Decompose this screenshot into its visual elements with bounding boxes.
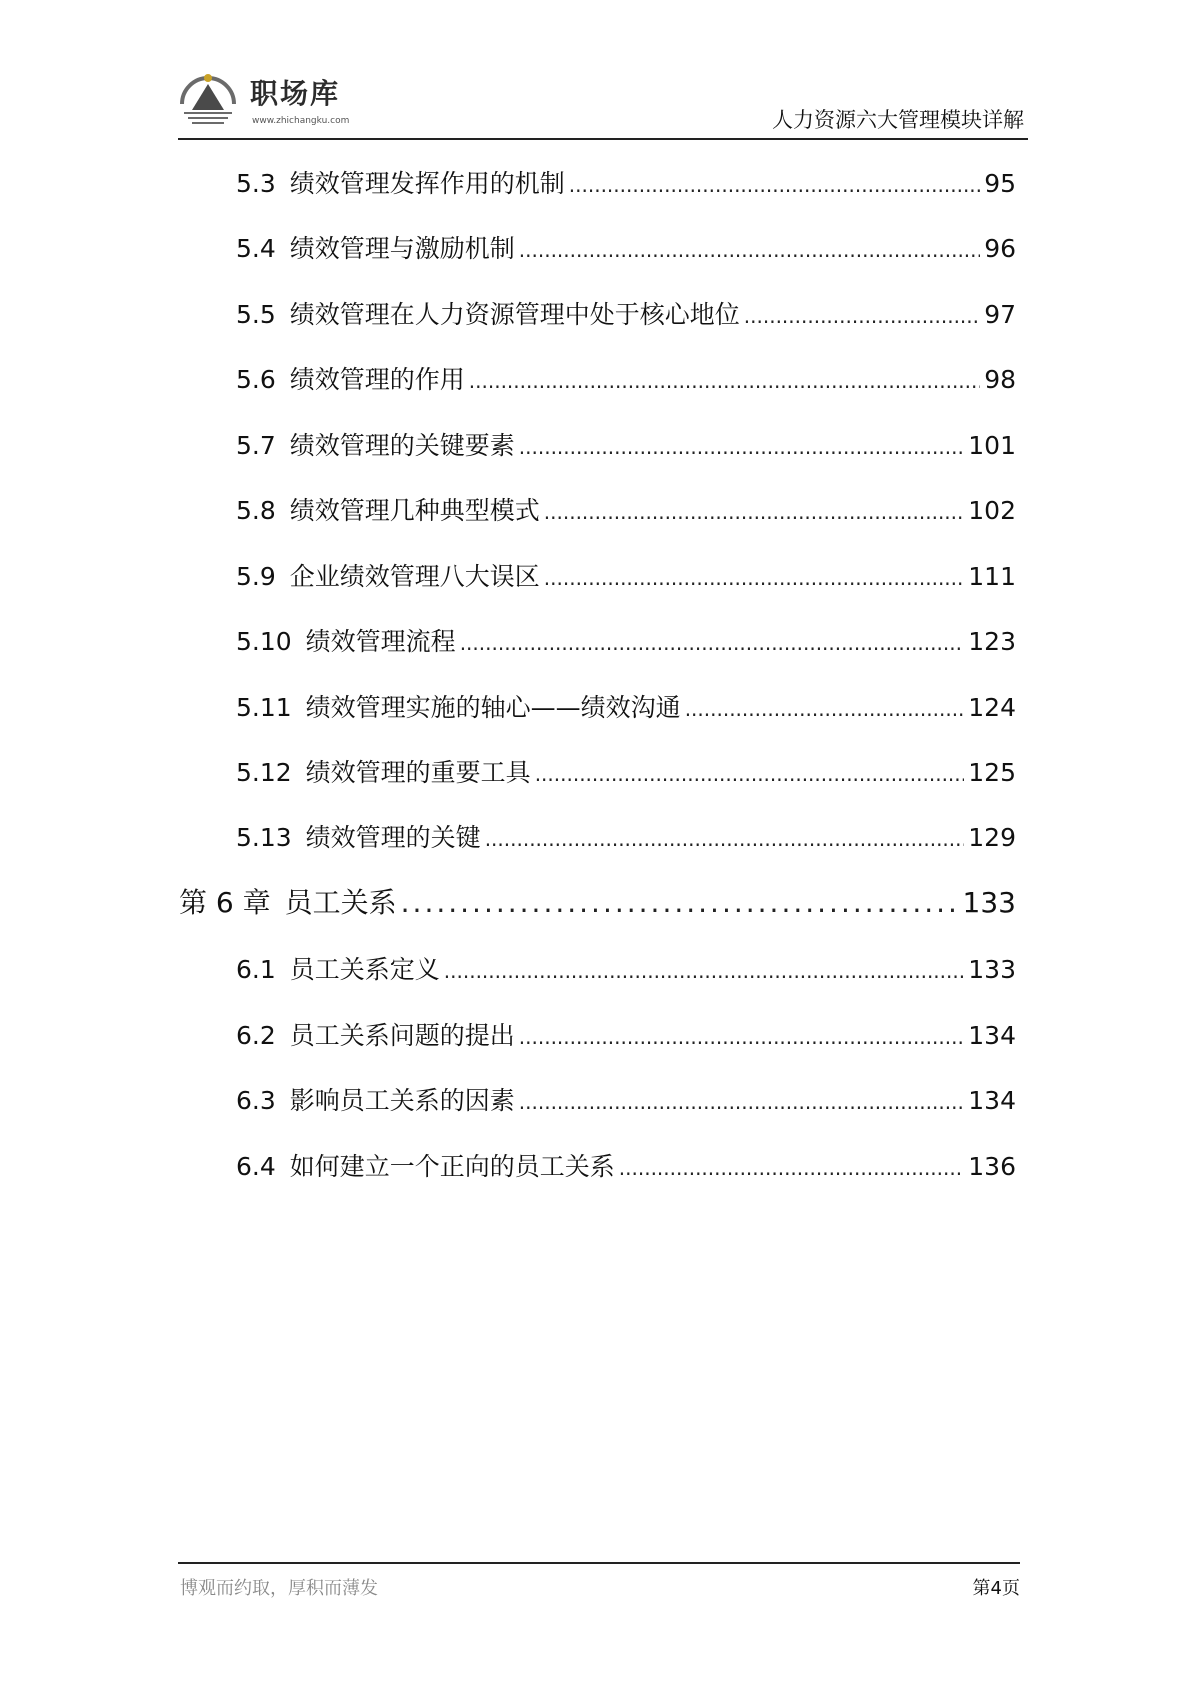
- toc-title: 绩效管理实施的轴心——绩效沟通: [305, 693, 681, 722]
- toc-title: 绩效管理的作用: [289, 365, 465, 394]
- toc-title: 如何建立一个正向的员工关系: [289, 1152, 615, 1181]
- toc-entry[interactable]: [236, 164, 1016, 198]
- toc-leader-dots: [444, 955, 965, 984]
- page-number: 第4页: [972, 1578, 1020, 1599]
- toc-page: 133: [962, 886, 1016, 919]
- toc-entry[interactable]: [236, 360, 1016, 394]
- toc-leader-dots: [544, 562, 965, 591]
- toc-page: 97: [984, 300, 1016, 329]
- toc-leader-dots: [544, 496, 965, 525]
- toc-page: 133: [968, 955, 1016, 984]
- toc-chapter-title: 员工关系: [284, 886, 397, 919]
- toc-page: 102: [968, 496, 1016, 525]
- document-title: 人力资源六大管理模块详解: [772, 108, 1024, 132]
- toc-page: 96: [984, 234, 1016, 263]
- toc-page: 136: [968, 1152, 1016, 1181]
- toc-number: 5.8: [236, 496, 276, 525]
- toc-leader-dots: [460, 627, 965, 656]
- toc-entry[interactable]: [236, 950, 1016, 984]
- page-header: [178, 60, 1028, 140]
- toc-leader-dots: [535, 758, 965, 787]
- toc-title: 企业绩效管理八大误区: [289, 562, 540, 591]
- toc-leader-dots: [619, 1152, 965, 1181]
- toc-number: 5.6: [236, 365, 276, 394]
- toc-page: 125: [968, 758, 1016, 787]
- toc-page: 134: [968, 1021, 1016, 1050]
- toc-title: 绩效管理在人力资源管理中处于核心地位: [289, 300, 740, 329]
- toc-page: 101: [968, 431, 1016, 460]
- toc-leader-dots: [569, 169, 980, 198]
- toc-chapter-entry[interactable]: [179, 881, 1016, 919]
- toc-entry[interactable]: [236, 426, 1016, 460]
- toc-entry[interactable]: [236, 1081, 1016, 1115]
- toc-title: 绩效管理与激励机制: [289, 234, 515, 263]
- toc-number: 5.7: [236, 431, 276, 460]
- toc-leader-dots: [469, 365, 980, 394]
- toc-number: 6.3: [236, 1086, 276, 1115]
- toc-leader-dots: [401, 886, 959, 919]
- toc-title: 绩效管理的重要工具: [305, 758, 531, 787]
- toc-number: 5.5: [236, 300, 276, 329]
- toc-leader-dots: [519, 431, 965, 460]
- toc-number: 5.10: [236, 627, 292, 656]
- toc-page: 123: [968, 627, 1016, 656]
- toc-entry[interactable]: [236, 688, 1016, 722]
- toc-title: 员工关系问题的提出: [289, 1021, 515, 1050]
- toc-leader-dots: [519, 1021, 965, 1050]
- toc-number: 5.11: [236, 693, 292, 722]
- footer-motto: 博观而约取，厚积而薄发: [180, 1578, 378, 1599]
- logo-mountain-icon: [178, 70, 238, 130]
- toc-entry[interactable]: [236, 818, 1016, 852]
- toc-number: 5.12: [236, 758, 292, 787]
- toc-number: 5.9: [236, 562, 276, 591]
- toc-leader-dots: [519, 234, 980, 263]
- toc-leader-dots: [485, 823, 965, 852]
- toc-leader-dots: [744, 300, 980, 329]
- toc-title: 绩效管理的关键: [305, 823, 481, 852]
- logo-url: www.zhichangku.com: [252, 116, 350, 126]
- toc-entry[interactable]: [236, 622, 1016, 656]
- toc-number: 6.4: [236, 1152, 276, 1181]
- toc-page: 129: [968, 823, 1016, 852]
- toc-title: 绩效管理几种典型模式: [289, 496, 540, 525]
- toc-entry[interactable]: [236, 491, 1016, 525]
- toc-page: 111: [968, 562, 1016, 591]
- toc-entry[interactable]: [236, 753, 1016, 787]
- toc-number: 5.3: [236, 169, 276, 198]
- toc-leader-dots: [519, 1086, 965, 1115]
- toc-page: 124: [968, 693, 1016, 722]
- toc-title: 绩效管理的关键要素: [289, 431, 515, 460]
- toc-title: 影响员工关系的因素: [289, 1086, 515, 1115]
- toc-page: 95: [984, 169, 1016, 198]
- logo-name: 职场库: [250, 77, 341, 110]
- toc-entry[interactable]: [236, 295, 1016, 329]
- toc-entry[interactable]: [236, 1147, 1016, 1181]
- toc-number: 6.2: [236, 1021, 276, 1050]
- toc-number: 6.1: [236, 955, 276, 984]
- toc-chapter-number: 第 6 章: [179, 886, 271, 919]
- toc-page: 134: [968, 1086, 1016, 1115]
- toc-title: 绩效管理流程: [305, 627, 456, 656]
- toc-number: 5.13: [236, 823, 292, 852]
- toc-entry[interactable]: [236, 557, 1016, 591]
- toc-title: 员工关系定义: [289, 955, 440, 984]
- toc-leader-dots: [685, 693, 965, 722]
- toc-entry[interactable]: [236, 229, 1016, 263]
- toc-number: 5.4: [236, 234, 276, 263]
- toc-page: 98: [984, 365, 1016, 394]
- logo: [178, 70, 348, 130]
- page-footer: [178, 1562, 1020, 1604]
- toc-title: 绩效管理发挥作用的机制: [289, 169, 565, 198]
- toc-entry[interactable]: [236, 1016, 1016, 1050]
